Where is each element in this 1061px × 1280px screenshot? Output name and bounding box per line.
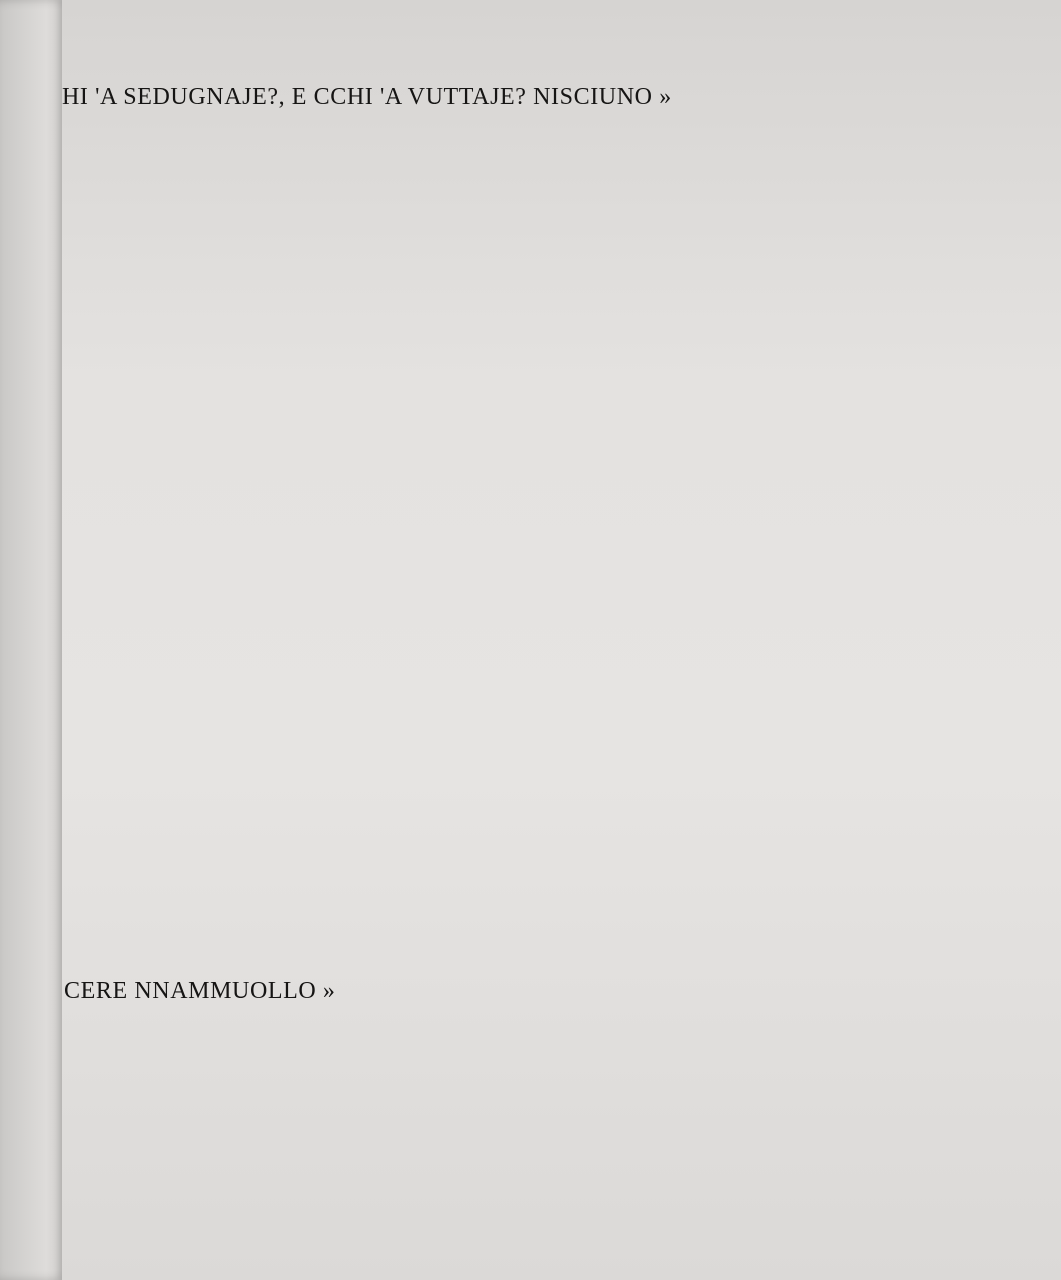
section-heading-cicere: CERE NNAMMUOLLO »: [64, 978, 336, 1004]
book-page: [62, 0, 1061, 1280]
section-heading-sedugnaje: HI 'A SEDUGNAJE?, E CCHI 'A VUTTAJE? NISCIUNO »: [62, 84, 672, 110]
